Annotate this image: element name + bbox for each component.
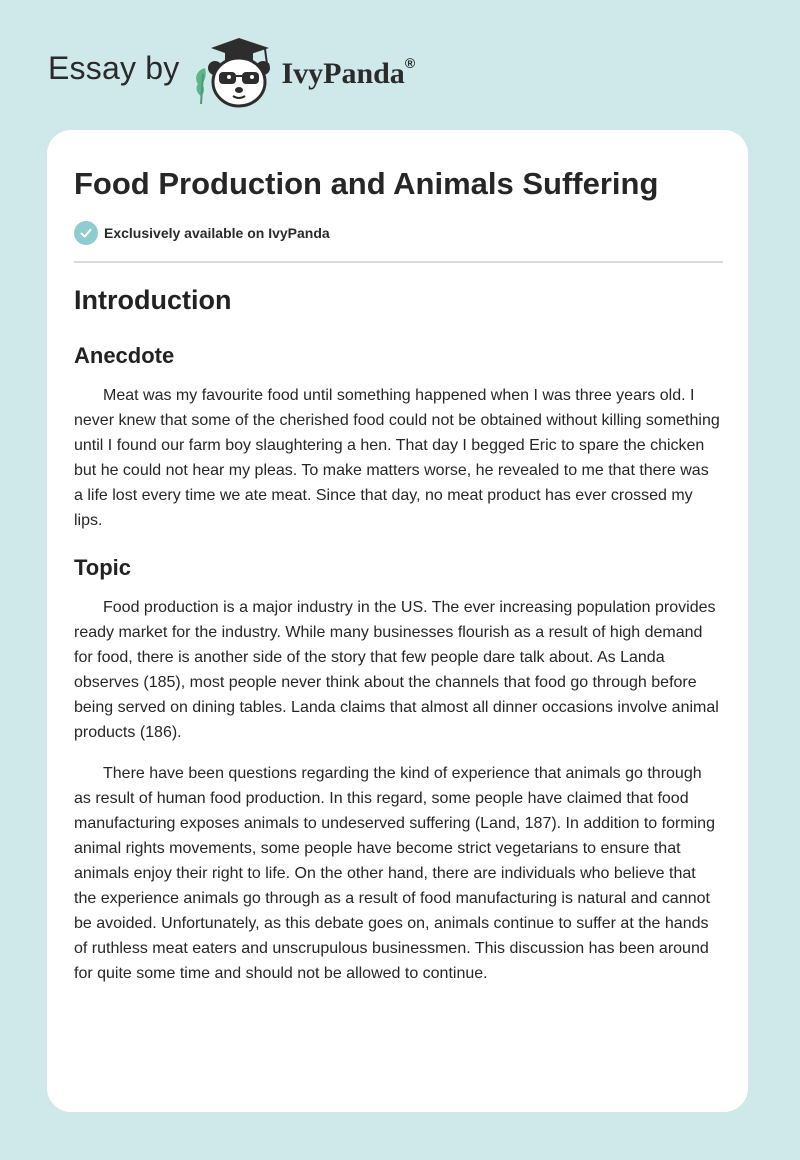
check-icon (74, 221, 98, 245)
paragraph-anecdote: Meat was my favourite food until something happened when I was three years old. I never knew that some of the cherished food could not be obtained without killing something until I found our farm boy slaughtering a hen. That day I begged Eric to spare the chicken but he could not hear my pleas. To make matters worse, he revealed to me that there was a life lost every time we ate meat. Since that day, no meat product has ever crossed my lips. (74, 387, 720, 529)
heading-topic: Topic (74, 555, 132, 580)
essay-card (47, 130, 748, 1112)
registered-mark: ® (404, 55, 416, 71)
site-header (48, 32, 748, 112)
panda-logo-icon[interactable] (189, 34, 277, 110)
essay-body (74, 282, 722, 1002)
brand-name[interactable]: IvyPanda® (281, 55, 416, 90)
exclusive-badge (74, 221, 330, 245)
paragraph-topic-2: There have been questions regarding the kind of experience that animals go through as result of human food production. In this regard, some people have claimed that food manufacturing exposes animals to undeserved suffering (Land, 187). In addition to forming animal rights movements, some people have become strict vegetarians to ensure that animals enjoy their right to life. On the other hand, there are individuals who believe that the experience animals go through as a result of food manufacturing is natural and cannot be avoided. Unfortunately, as this debate goes on, animals continue to suffer at the hands of ruthless meat eaters and unscrupulous businessmen. This discussion has been around for quite some time and should not be allowed to continue. (74, 765, 715, 982)
heading-anecdote: Anecdote (74, 343, 175, 368)
exclusive-label: Exclusively available on IvyPanda (104, 225, 330, 241)
title-divider (74, 261, 723, 263)
essay-by-label: Essay by (48, 49, 180, 86)
heading-introduction: Introduction (74, 285, 232, 315)
paragraph-topic-1: Food production is a major industry in the US. The ever increasing population provides ready market for the industry. While many businesses flourish as a result of high demand for food, there is another side of the story that few people dare talk about. As Landa observes (185), most people never think about the channels that food go through before being served on dining tables. Landa claims that almost all dinner occasions involve animal products (186). (74, 599, 719, 741)
essay-title: Food Production and Animals Suffering (74, 166, 659, 201)
